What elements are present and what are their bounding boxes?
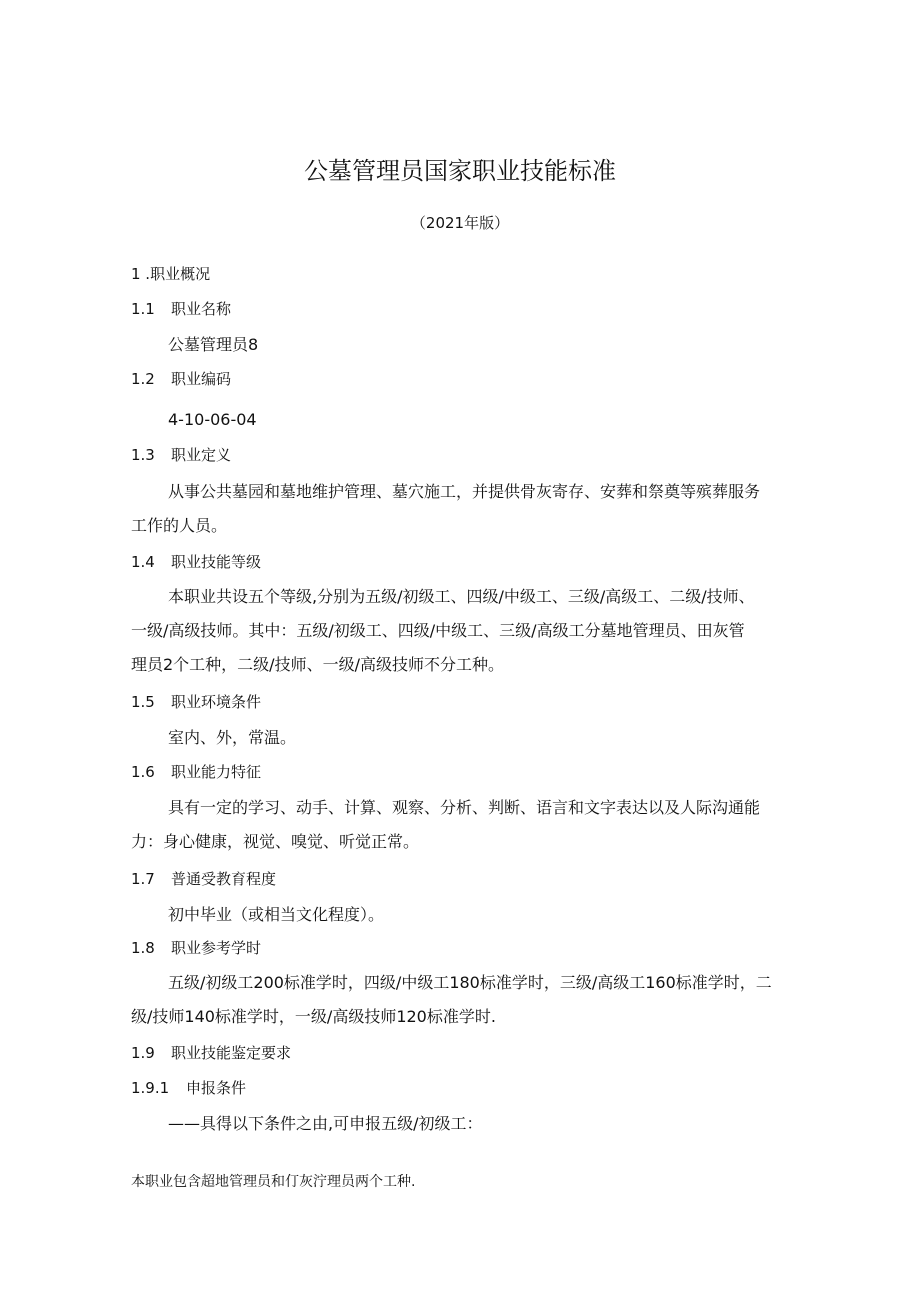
section-1-8-heading: [131, 937, 261, 958]
section-title: 职业技能鉴定要求: [171, 1044, 292, 1062]
section-number: 1.9.1: [131, 1079, 170, 1097]
section-title: 职业技能等级: [171, 553, 262, 571]
section-1-8-body: [131, 966, 796, 1034]
section-1-9-heading: [131, 1042, 291, 1063]
section-title: 职业定义: [171, 446, 232, 464]
section-1-9-1-heading: [131, 1077, 246, 1098]
paragraph-line: 工作的人员。: [131, 516, 228, 535]
paragraph-line: 本职业共设五个等级,分别为五级/初级工、四级/中级工、三级/高级工、二级/技师、: [168, 587, 755, 606]
section-1-6-body: [131, 791, 796, 859]
section-1-5-heading: [131, 691, 261, 712]
section-title: 职业能力特征: [171, 763, 262, 781]
section-number: 1.3: [131, 446, 155, 464]
section-number: 1.9: [131, 1044, 155, 1062]
section-number: 1.7: [131, 870, 155, 888]
section-number: 1.2: [131, 370, 155, 388]
section-1-2-heading: [131, 368, 231, 389]
section-title: 职业环境条件: [171, 693, 262, 711]
section-1-4-heading: [131, 551, 261, 572]
paragraph-line: 级/技师140标准学时，一级/高级技师120标准学时.: [131, 1007, 496, 1026]
footnote: 本职业包含超地管理员和仃灰泞理员两个工种.: [131, 1174, 416, 1190]
page-subtitle: （2021年版）: [410, 214, 510, 232]
section-number: 1.5: [131, 693, 155, 711]
paragraph-line: 一级/高级技师。其中：五级/初级工、四级/中级工、三级/高级工分墓地管理员、田灰管: [131, 621, 745, 640]
section-1-3-body: [131, 475, 796, 543]
section-1-7-heading: [131, 868, 276, 889]
section-1-2-body: 4-10-06-04: [168, 410, 257, 429]
section-1-9-1-body: ——具得以下条件之由,可申报五级/初级工：: [168, 1114, 483, 1133]
section-1-5-body: 室内、外，常温。: [168, 728, 297, 747]
section-1-heading: 1 .职业概况: [131, 265, 211, 283]
paragraph-line: 五级/初级工200标准学时，四级/中级工180标准学时，三级/高级工160标准学时，二: [168, 973, 772, 992]
section-number: 1.1: [131, 300, 155, 318]
paragraph-line: 具有一定的学习、动手、计算、观察、分析、判断、语言和文字表达以及人际沟通能: [168, 798, 761, 817]
paragraph-line: 力：身心健康，视觉、嗅觉、听觉正常。: [131, 832, 420, 851]
section-1-1-body: 公墓管理员8: [168, 335, 259, 354]
paragraph-line: 从事公共墓园和墓地维护管理、墓穴施工，并提供骨灰寄存、安葬和祭奠等殡葬服务: [168, 482, 761, 501]
section-title: 申报条件: [186, 1079, 247, 1097]
section-1-6-heading: [131, 761, 261, 782]
section-1-3-heading: [131, 444, 231, 465]
section-number: 1.8: [131, 939, 155, 957]
section-title: 职业名称: [171, 300, 232, 318]
section-1-4-body: [131, 580, 796, 682]
section-title: 普通受教育程度: [171, 870, 277, 888]
paragraph-line: 理员2个工种，二级/技师、一级/高级技师不分工种。: [131, 655, 504, 674]
section-1-7-body: 初中毕业（或相当文化程度）。: [168, 905, 385, 924]
section-1-1-heading: [131, 298, 231, 319]
section-title: 职业编码: [171, 370, 232, 388]
page-title: 公墓管理员国家职业技能标准: [304, 157, 616, 185]
section-number: 1.4: [131, 553, 155, 571]
section-number: 1.6: [131, 763, 155, 781]
section-title: 职业参考学时: [171, 939, 262, 957]
